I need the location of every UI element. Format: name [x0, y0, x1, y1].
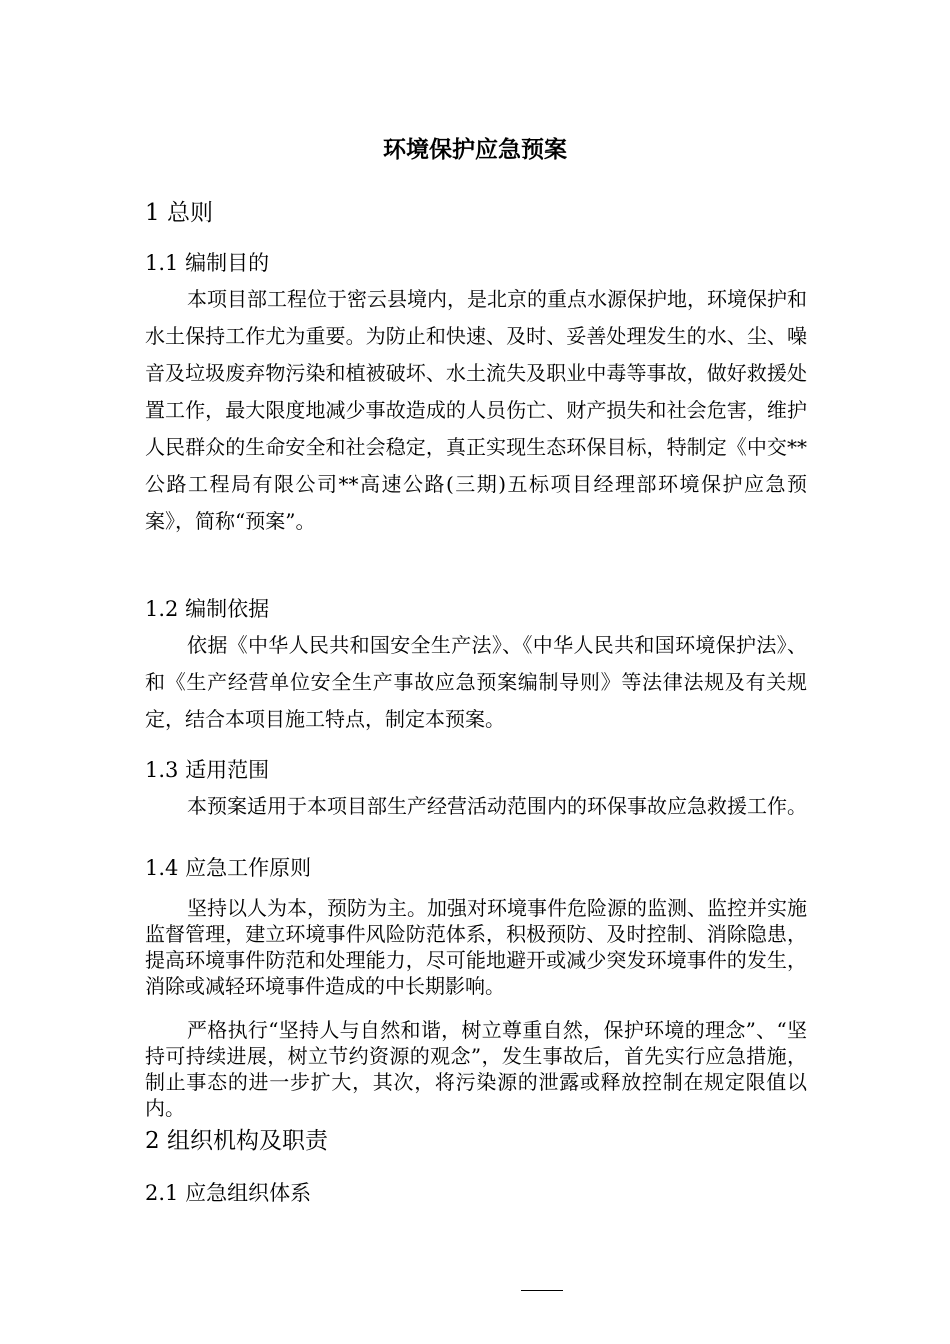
section-1-3-paragraph: 本预案适用于本项目部生产经营活动范围内的环保事故应急救援工作。	[187, 794, 807, 818]
section-2-heading: 2 组织机构及职责	[145, 1128, 328, 1154]
section-1-4-paragraph-1: 坚持以人为本，预防为主。加强对环境事件危险源的监测、监控并实施监督管理，建立环境事件风险防范体系，积极预防、及时控制、消除隐患，提高环境事件防范和处理能力，尽可能地避开或减少突发环境事件的发生，消除或减轻环境事件造成的中长期影响。	[145, 896, 807, 998]
section-1-2-paragraph: 依据《中华人民共和国安全生产法》、《中华人民共和国环境保护法》、和《生产经营单位安全生产事故应急预案编制导则》等法律法规及有关规定，结合本项目施工特点，制定本预案。	[145, 633, 807, 731]
document-title: 环境保护应急预案	[383, 136, 567, 163]
section-2-1-heading: 2.1 应急组织体系	[145, 1181, 312, 1205]
page-footer-rule	[521, 1290, 563, 1291]
section-1-1-heading: 1.1 编制目的	[145, 251, 270, 275]
section-1-2-heading: 1.2 编制依据	[145, 597, 270, 621]
section-1-4-heading: 1.4 应急工作原则	[145, 856, 312, 880]
section-1-heading: 1 总则	[145, 200, 213, 226]
section-1-1-paragraph: 本项目部工程位于密云县境内，是北京的重点水源保护地，环境保护和水土保持工作尤为重要。为防止和快速、及时、妥善处理发生的水、尘、噪音及垃圾废弃物污染和植被破坏、水土流失及职业中毒等事故，做好救援处置工作，最大限度地减少事故造成的人员伤亡、财产损失和社会危害，维护人民群众的生命安全和社会稳定，真正实现生态环保目标，特制定《中交**公路工程局有限公司**高速公路(三期)五标项目经理部环境保护应急预案》，简称“预案”。	[145, 287, 807, 533]
section-1-3-heading: 1.3 适用范围	[145, 758, 270, 782]
section-1-4-paragraph-2: 严格执行“坚持人与自然和谐，树立尊重自然，保护环境的理念”、“坚持可持续进展，树立节约资源的观念”，发生事故后，首先实行应急措施，制止事态的进一步扩大，其次，将污染源的泄露或释放控制在规定限值以内。	[145, 1018, 807, 1120]
